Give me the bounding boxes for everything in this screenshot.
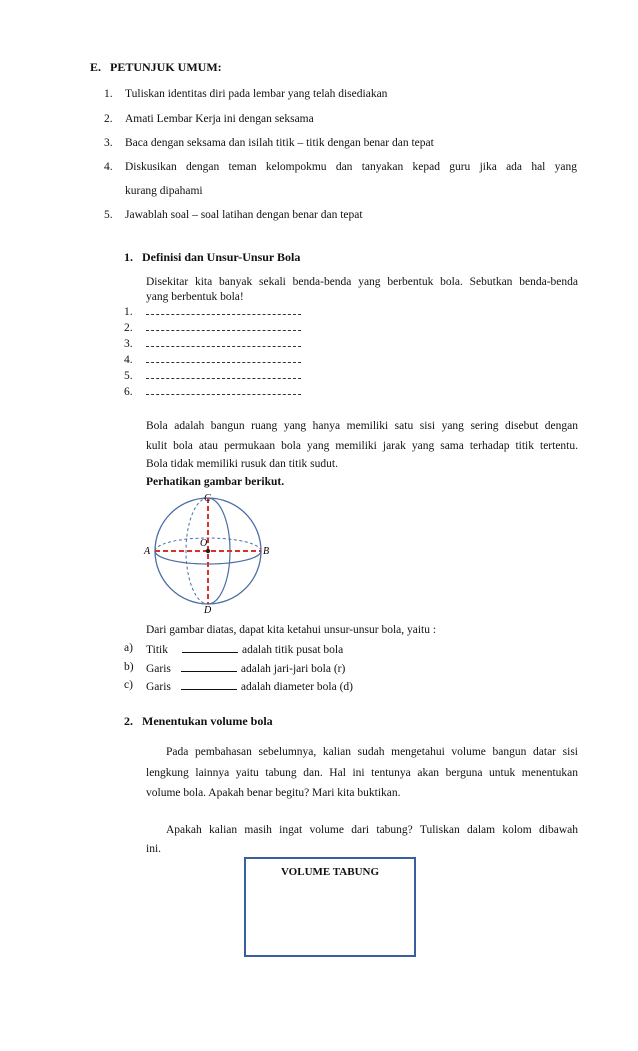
answer-row[interactable]: 2. xyxy=(124,322,133,334)
volume-tabung-box[interactable] xyxy=(244,857,416,957)
element-row: Garis adalah diameter bola (d) xyxy=(146,681,353,693)
element-letter: b) xyxy=(124,661,134,673)
fill-blank[interactable] xyxy=(182,642,238,653)
answer-row[interactable]: 3. xyxy=(124,338,133,350)
answer-dotted-line[interactable] xyxy=(146,393,301,395)
list-item: 2. xyxy=(104,113,113,125)
list-item-text: Tuliskan identitas diri pada lembar yang telah disediakan xyxy=(125,88,388,100)
list-item: 5. xyxy=(104,209,113,221)
answer-dotted-line[interactable] xyxy=(146,329,301,331)
list-item: 4. xyxy=(104,161,113,173)
list-item-text: Diskusikan dengan teman kelompokmu dan tanyakan kepad guru jika ada hal yang xyxy=(125,161,577,173)
fill-blank[interactable] xyxy=(181,661,237,672)
attention-text: Perhatikan gambar berikut. xyxy=(146,476,285,488)
list-item: 1. xyxy=(104,88,113,100)
part1-heading: 1. Definisi dan Unsur-Unsur Bola xyxy=(124,250,301,264)
label-o: O xyxy=(200,538,208,549)
list-item-text-continued: kurang dipahami xyxy=(125,185,203,197)
element-row: Garis adalah jari-jari bola (r) xyxy=(146,663,346,675)
part2-paragraph-line: lengkung lainnya yaitu tabung dan. Hal ini tentunya akan berguna untuk menentukan xyxy=(146,767,578,779)
part2-question-line: Apakah kalian masih ingat volume dari tabung? Tuliskan dalam kolom dibawah xyxy=(166,824,578,836)
part2-heading: 2. Menentukan volume bola xyxy=(124,714,273,728)
answer-row[interactable]: 4. xyxy=(124,354,133,366)
part2-paragraph-line: volume bola. Apakah benar begitu? Mari kita buktikan. xyxy=(146,787,401,799)
box-title: VOLUME TABUNG xyxy=(280,866,380,878)
element-letter: c) xyxy=(124,679,133,691)
answer-row[interactable]: 6. xyxy=(124,386,133,398)
answer-dotted-line[interactable] xyxy=(146,377,301,379)
fill-blank[interactable] xyxy=(181,679,237,690)
label-a: A xyxy=(144,546,151,557)
answer-dotted-line[interactable] xyxy=(146,361,301,363)
center-point xyxy=(206,549,210,553)
sphere-figure xyxy=(140,490,280,615)
answer-dotted-line[interactable] xyxy=(146,345,301,347)
section-title: E. PETUNJUK UMUM: xyxy=(90,60,222,74)
part2-question-line: ini. xyxy=(146,843,162,855)
definition-line: Bola adalah bangun ruang yang hanya memiliki satu sisi yang sering disebut dengan xyxy=(146,420,578,432)
element-row: Titik adalah titik pusat bola xyxy=(146,644,344,656)
part2-paragraph-line: Pada pembahasan sebelumnya, kalian sudah mengetahui volume bangun datar sisi xyxy=(166,746,578,758)
list-item: 3. xyxy=(104,137,113,149)
list-item-text: Baca dengan seksama dan isilah titik – titik dengan benar dan tepat xyxy=(125,137,434,149)
part1-intro-line: yang berbentuk bola! xyxy=(146,291,244,303)
list-item-text: Jawablah soal – soal latihan dengan benar dan tepat xyxy=(125,209,363,221)
label-b: B xyxy=(263,546,270,557)
definition-line: Bola tidak memiliki rusuk dan titik sudut. xyxy=(146,458,338,470)
definition-line: kulit bola atau permukaan bola yang memiliki jarak yang sama terhadap titik tertentu. xyxy=(146,440,578,452)
element-letter: a) xyxy=(124,642,133,654)
answer-row[interactable]: 1. xyxy=(124,306,133,318)
label-d: D xyxy=(204,605,212,615)
label-c: C xyxy=(204,493,211,504)
list-item-text: Amati Lembar Kerja ini dengan seksama xyxy=(125,113,314,125)
answer-dotted-line[interactable] xyxy=(146,313,301,315)
part1-intro-line: Disekitar kita banyak sekali benda-benda yang berbentuk bola. Sebutkan benda-benda xyxy=(146,276,578,288)
answer-row[interactable]: 5. xyxy=(124,370,133,382)
elements-intro: Dari gambar diatas, dapat kita ketahui unsur-unsur bola, yaitu : xyxy=(146,624,437,636)
